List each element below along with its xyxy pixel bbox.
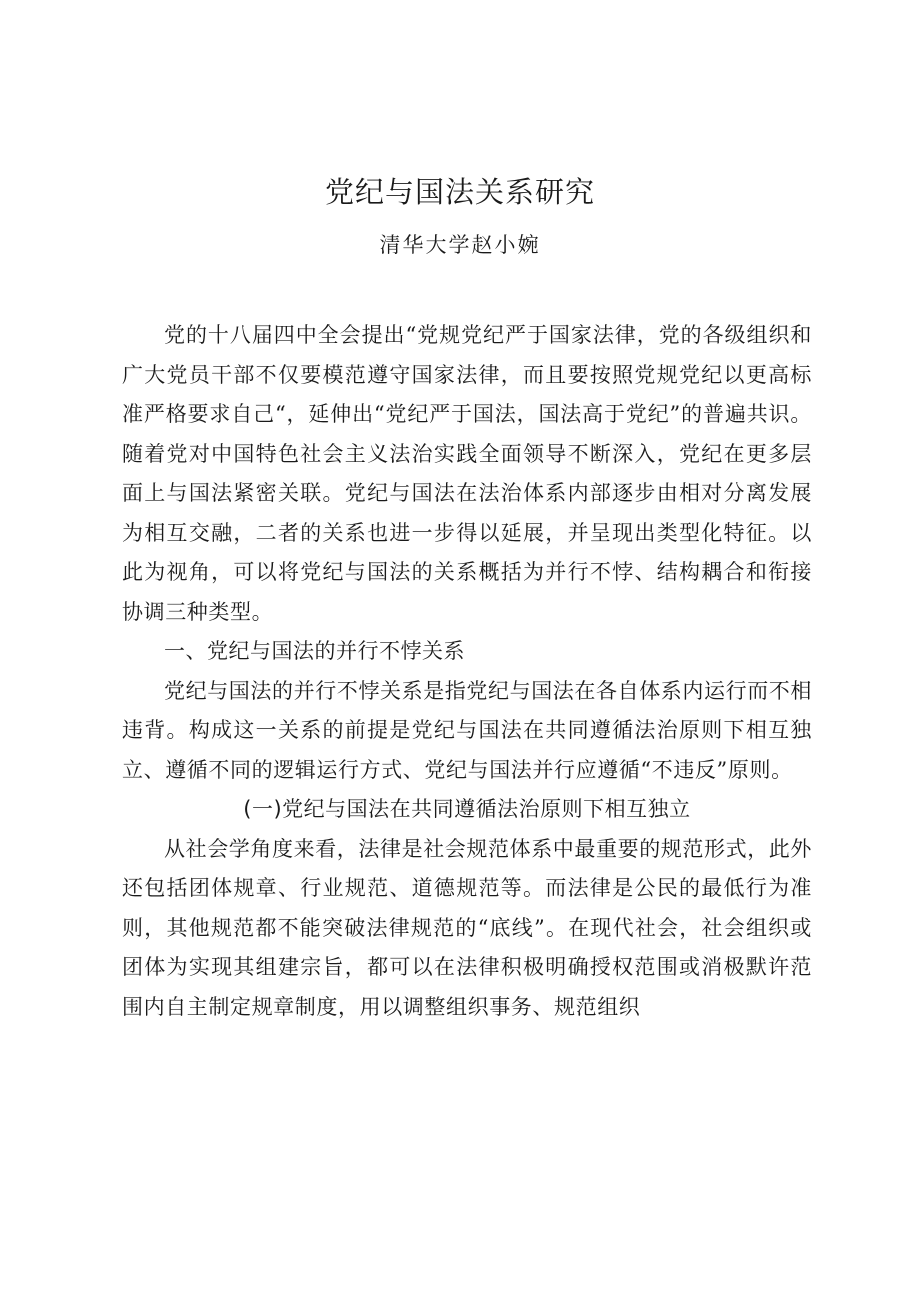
document-author: 清华大学赵小婉 [379, 233, 541, 257]
document-body [122, 316, 812, 1027]
section-paragraph: 党纪与国法的并行不悖关系是指党纪与国法在各自体系内运行而不相违背。构成这一关系的前提是党纪与国法在共同遵循法治原则下相互独立、遵循不同的逻辑运行方式、党纪与国法并行应遵循“不违反”原则。 [122, 678, 812, 782]
subsection-paragraph: 从社会学角度来看，法律是社会规范体系中最重要的规范形式，此外还包括团体规章、行业规范、道德规范等。而法律是公民的最低行为准则，其他规范都不能突破法律规范的“底线”。在现代社会，社会组织或团体为实现其组建宗旨，都可以在法律积极明确授权范围或消极默许范围内自主制定规章制度，用以调整组织事务、规范组织 [122, 836, 812, 1019]
subsection-heading: (一)党纪与国法在共同遵循法治原则下相互独立 [243, 797, 691, 821]
section-heading: 一、党纪与国法的并行不悖关系 [164, 639, 465, 663]
document-title: 党纪与国法关系研究 [324, 175, 595, 209]
intro-paragraph: 党的十八届四中全会提出“党规党纪严于国家法律，党的各级组织和广大党员干部不仅要模范遵守国家法律，而且要按照党规党纪以更高标准严格要求自己“，延伸出“党纪严于国法，国法高于党纪”的普遍共识。随着党对中国特色社会主义法治实践全面领导不断深入，党纪在更多层面上与国法紧密关联。党纪与国法在法治体系内部逐步由相对分离发展为相互交融，二者的关系也进一步得以延展，并呈现出类型化特征。以此为视角，可以将党纪与国法的关系概括为并行不悖、结构耦合和衔接协调三种类型。 [122, 323, 812, 624]
